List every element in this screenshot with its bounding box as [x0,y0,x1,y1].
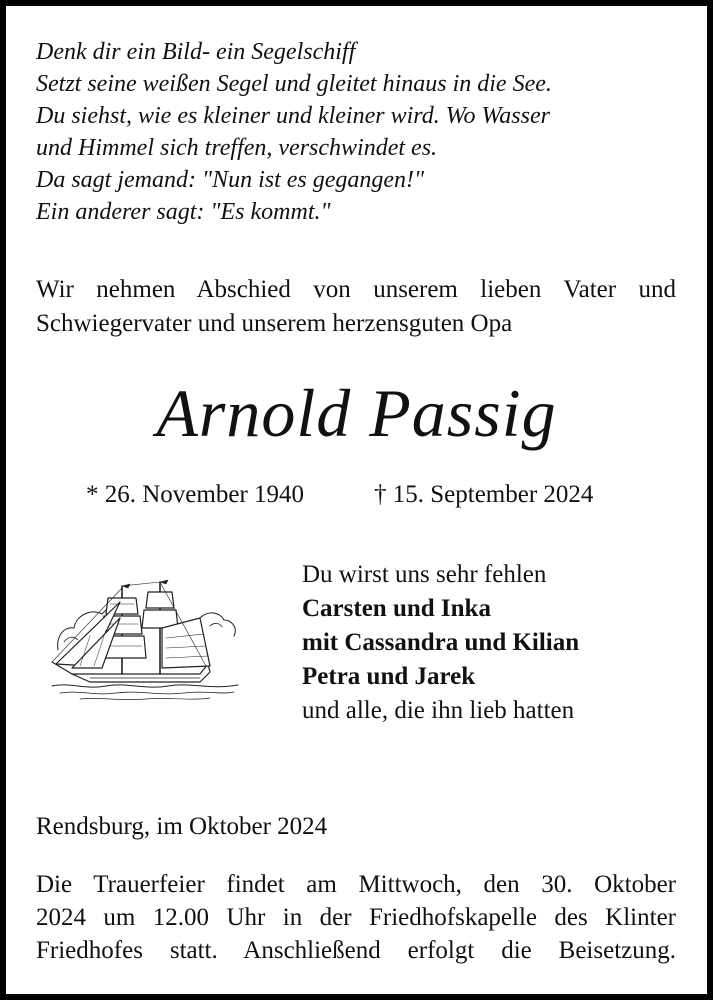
sailing-ship-icon [50,578,240,703]
ceremony-info [36,868,676,967]
poem-line: Setzt seine weißen Segel und gleitet hinaus in die See. [36,71,552,97]
poem-line: Da sagt jemand: "Nun ist es gegangen!" [36,167,425,193]
ceremony-line: Friedhofes statt. Anschließend erfolgt die Beisetzung. [36,937,676,964]
mourners-intro: Du wirst uns sehr fehlen [302,561,547,588]
death-date: † 15. September 2024 [374,481,594,508]
intro-line: Wir nehmen Abschied von unserem lieben Vater und [36,276,676,303]
farewell-intro [36,273,676,341]
poem-line: Du siehst, wie es kleiner und kleiner wird. Wo Wasser [36,103,550,129]
place-date: Rendsburg, im Oktober 2024 [36,813,328,840]
deceased-name: Arnold Passig [156,375,557,451]
mourners-block [302,558,579,728]
birth-date: * 26. November 1940 [86,481,305,508]
intro-line: Schwiegervater und unserem herzensguten Opa [36,310,513,337]
mourner-name: mit Cassandra und Kilian [302,629,580,656]
mourners-closing: und alle, die ihn lieb hatten [302,697,575,724]
poem-line: und Himmel sich treffen, verschwindet es. [36,135,438,161]
poem-line: Denk dir ein Bild- ein Segelschiff [36,39,356,65]
ceremony-line: 2024 um 12.00 Uhr in der Friedhofskapelle des Klinter [36,904,676,931]
poem-line: Ein anderer sagt: "Es kommt." [36,199,331,225]
ceremony-line: Die Trauerfeier findet am Mittwoch, den 30. Oktober [36,871,676,898]
mourner-name: Petra und Jarek [302,663,476,690]
poem [36,36,552,228]
mourner-name: Carsten und Inka [302,595,491,622]
